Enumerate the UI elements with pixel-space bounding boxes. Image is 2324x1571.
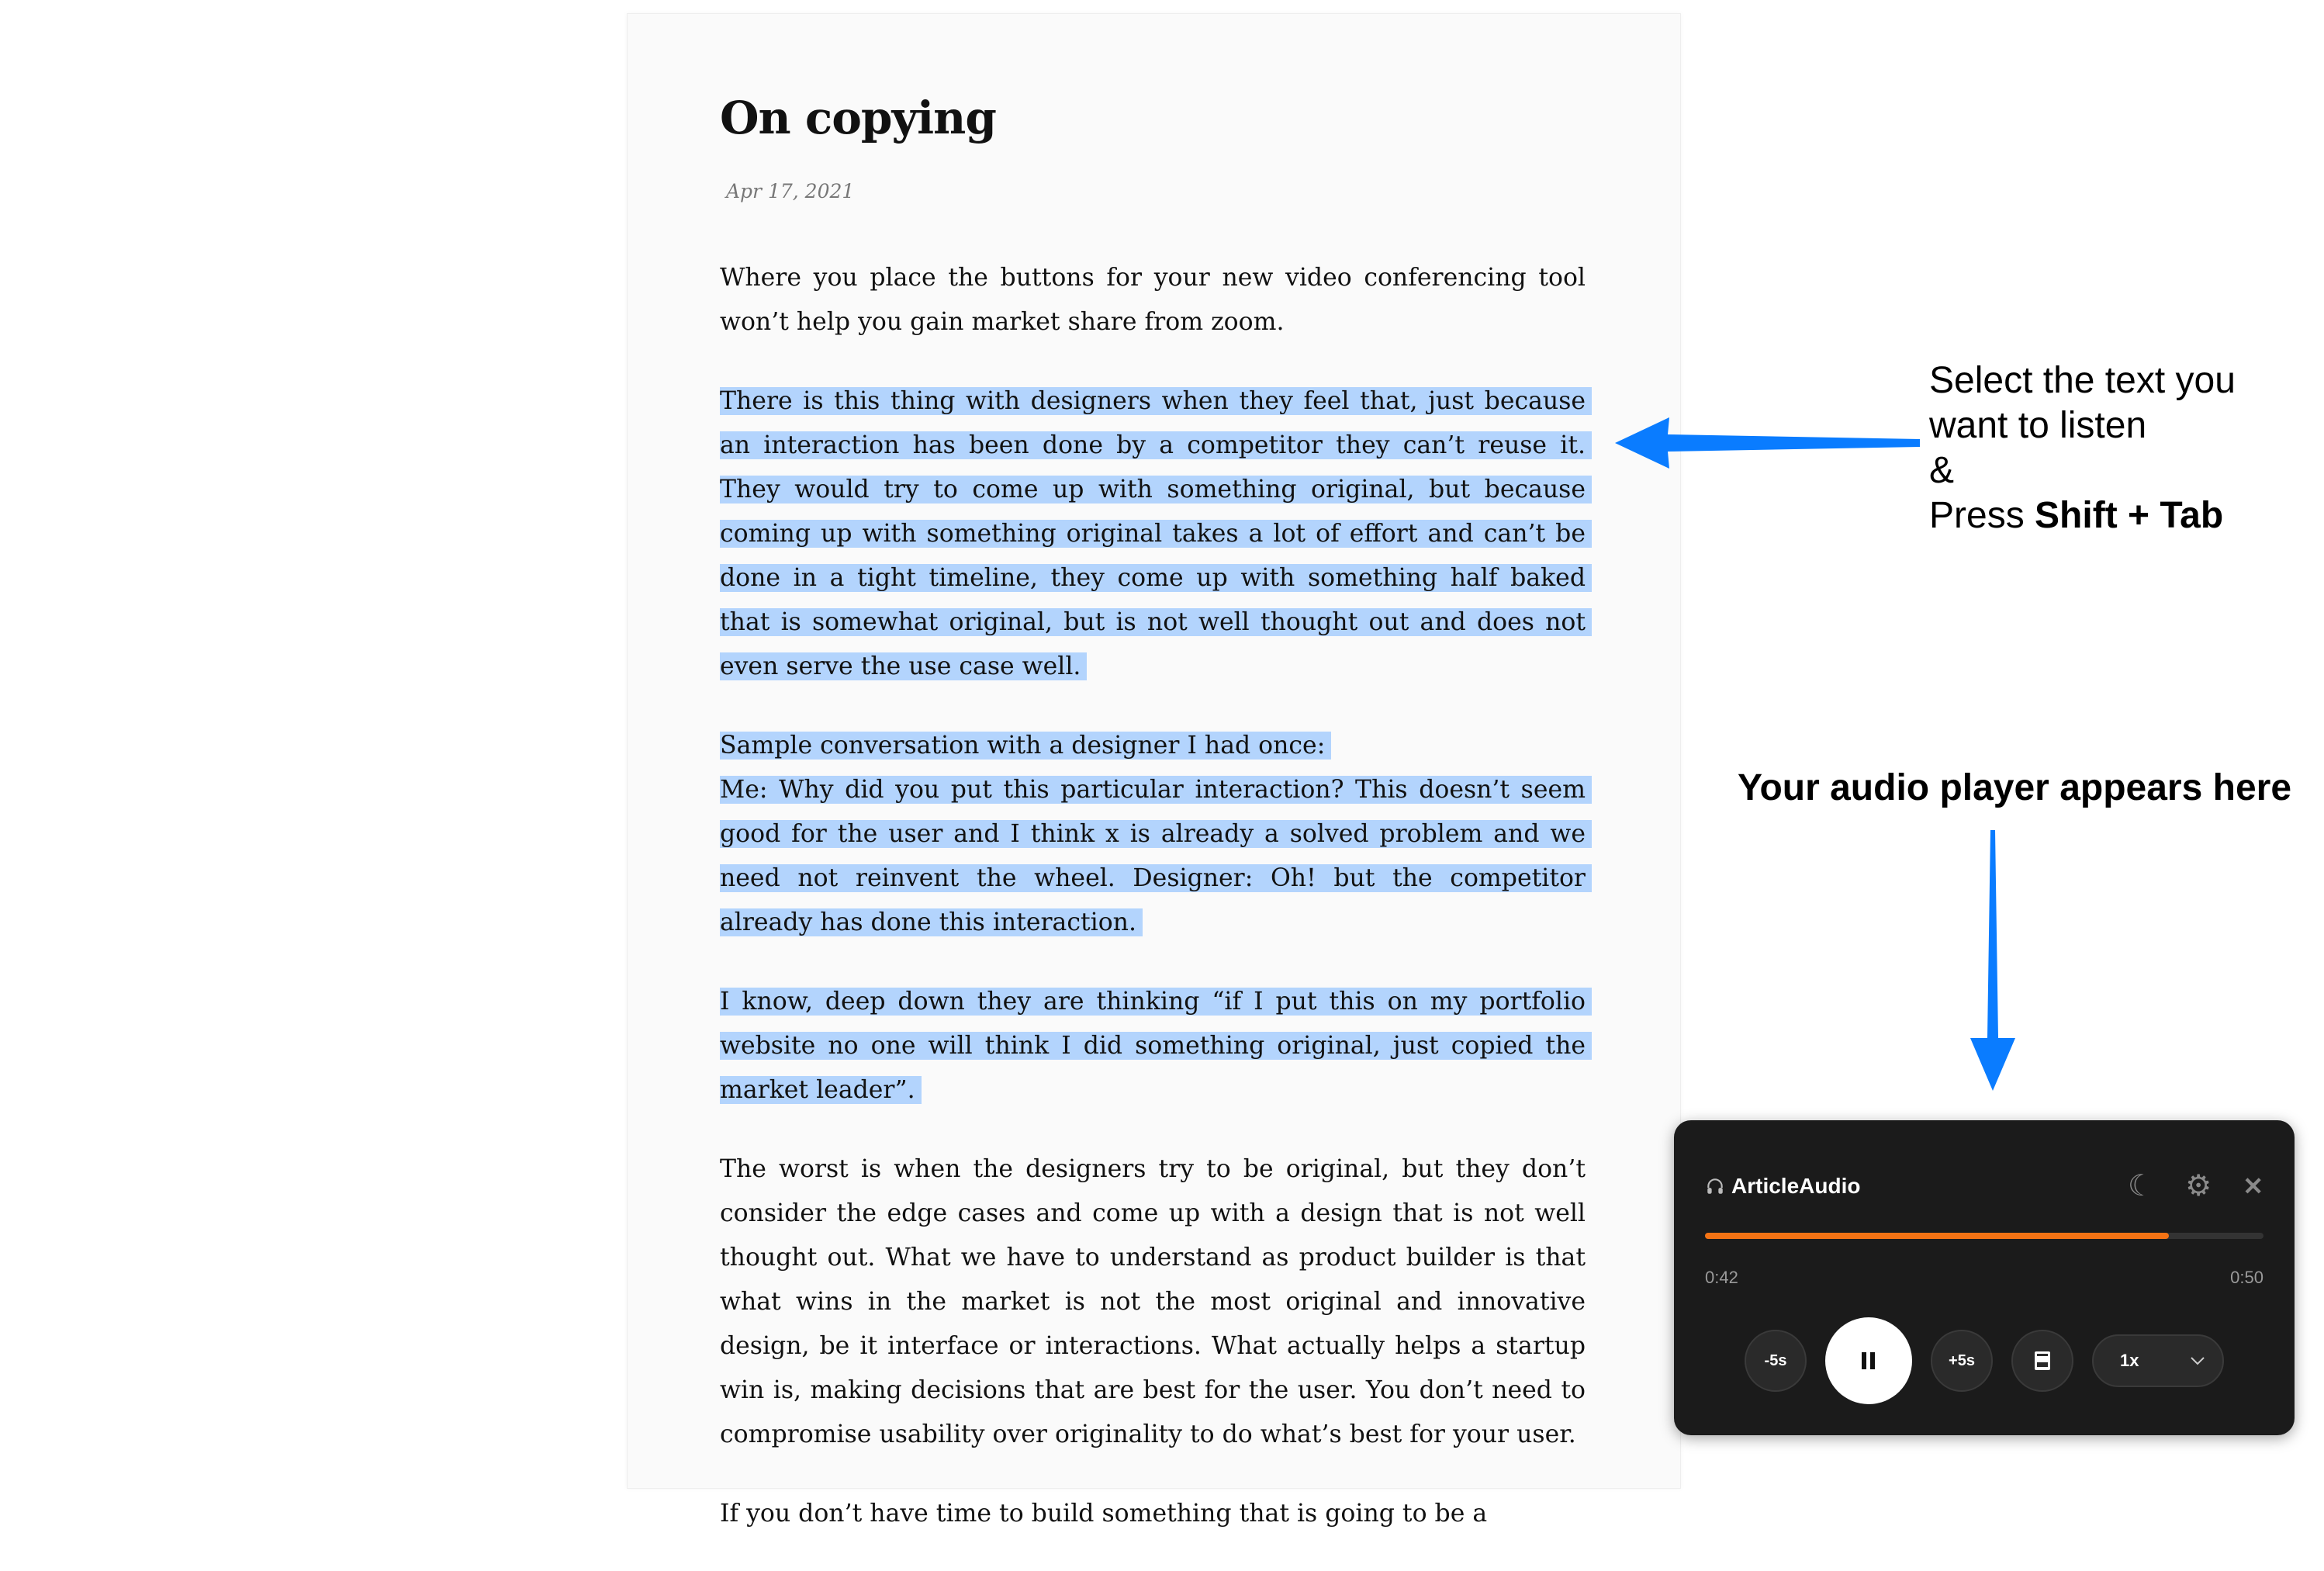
chevron-down-icon <box>2190 1356 2205 1365</box>
player-hint-text: Your audio player appears here <box>1738 767 2292 808</box>
rewind-5s-button[interactable]: -5s <box>1745 1330 1807 1392</box>
headphones-icon <box>1705 1176 1725 1196</box>
instruction-text <box>1929 358 2236 538</box>
player-controls <box>1674 1317 2295 1404</box>
player-header-actions <box>2128 1171 2263 1201</box>
selected-text[interactable]: I know, deep down they are thinking “if I put this on my portfolio website no one will think I did something original, just copied the market leader”. <box>720 988 1586 1104</box>
audio-player <box>1674 1120 2295 1435</box>
arrow-left-icon <box>1613 416 1924 470</box>
current-time: 0:42 <box>1705 1268 1738 1287</box>
pause-icon <box>1859 1351 1878 1371</box>
press-prefix: Press <box>1929 495 2035 536</box>
paragraph-text[interactable]: The worst is when the designers try to be original, but they don’t consider the edge cases and come up with a design that is not well thought out. What we have to understand as product builder is that what wins in the market is not the most original and innovative design, be it interface or interactions. What actually helps a startup win is, making decisions that are best for the user. You don’t need to compromise usability over originality to do what’s best for your user. <box>720 1155 1586 1448</box>
close-icon[interactable]: ✕ <box>2243 1172 2263 1200</box>
instruction-line: want to listen <box>1929 405 2147 446</box>
time-display <box>1705 1268 2263 1288</box>
article-date: Apr 17, 2021 <box>726 180 855 202</box>
paragraph-text[interactable]: Where you place the buttons for your new video conferencing tool won’t help you gain market share from zoom. <box>720 264 1586 336</box>
paragraph-selected[interactable] <box>720 768 1586 945</box>
moon-icon[interactable]: ☾ <box>2128 1170 2155 1202</box>
paragraph-selected[interactable] <box>720 724 1586 768</box>
paragraph-selected[interactable] <box>720 980 1586 1113</box>
progress-bar[interactable] <box>1705 1233 2263 1239</box>
selected-text[interactable]: Me: Why did you put this particular interaction? This doesn’t seem good for the user and I think x is already a solved problem and we need not reinvent the wheel. Designer: Oh! but the competitor already has done this interaction. <box>720 776 1586 936</box>
player-header <box>1705 1167 2263 1206</box>
keyboard-shortcut: Shift + Tab <box>2035 495 2224 536</box>
instruction-line <box>1929 493 2236 538</box>
save-button[interactable] <box>2011 1330 2073 1392</box>
player-title: ArticleAudio <box>1731 1174 1861 1198</box>
paragraph[interactable] <box>720 1492 1586 1536</box>
article-title: On copying <box>720 92 996 144</box>
arrow-down-icon <box>1966 829 2020 1092</box>
speed-value: 1x <box>2120 1351 2139 1370</box>
paragraph[interactable] <box>720 256 1586 344</box>
instruction-line: & <box>1929 450 1955 491</box>
progress-fill <box>1705 1233 2169 1239</box>
duration: 0:50 <box>2230 1268 2263 1287</box>
playback-speed-select[interactable] <box>2092 1334 2224 1387</box>
paragraph-text[interactable]: If you don’t have time to build something that is going to be a <box>720 1500 1488 1528</box>
paragraph-selected[interactable] <box>720 379 1586 689</box>
paragraph[interactable] <box>720 1147 1586 1457</box>
selected-text[interactable]: Sample conversation with a designer I had once: <box>720 732 1326 760</box>
gear-icon[interactable]: ⚙ <box>2185 1170 2212 1202</box>
pause-button[interactable] <box>1825 1317 1912 1404</box>
player-brand <box>1705 1174 1860 1199</box>
selected-text[interactable]: There is this thing with designers when they feel that, just because an interaction has been done by a competitor they can’t reuse it. They would try to come up with something original, but because coming up with something original takes a lot of effort and can’t be done in a tight timeline, they come up with something half baked that is somewhat original, but is not well thought out and does not even serve the use case well. <box>720 387 1586 680</box>
instruction-line: Select the text you <box>1929 360 2236 401</box>
forward-5s-button[interactable]: +5s <box>1931 1330 1993 1392</box>
floppy-disk-icon <box>2033 1350 2052 1372</box>
article-body[interactable] <box>720 256 1586 1571</box>
